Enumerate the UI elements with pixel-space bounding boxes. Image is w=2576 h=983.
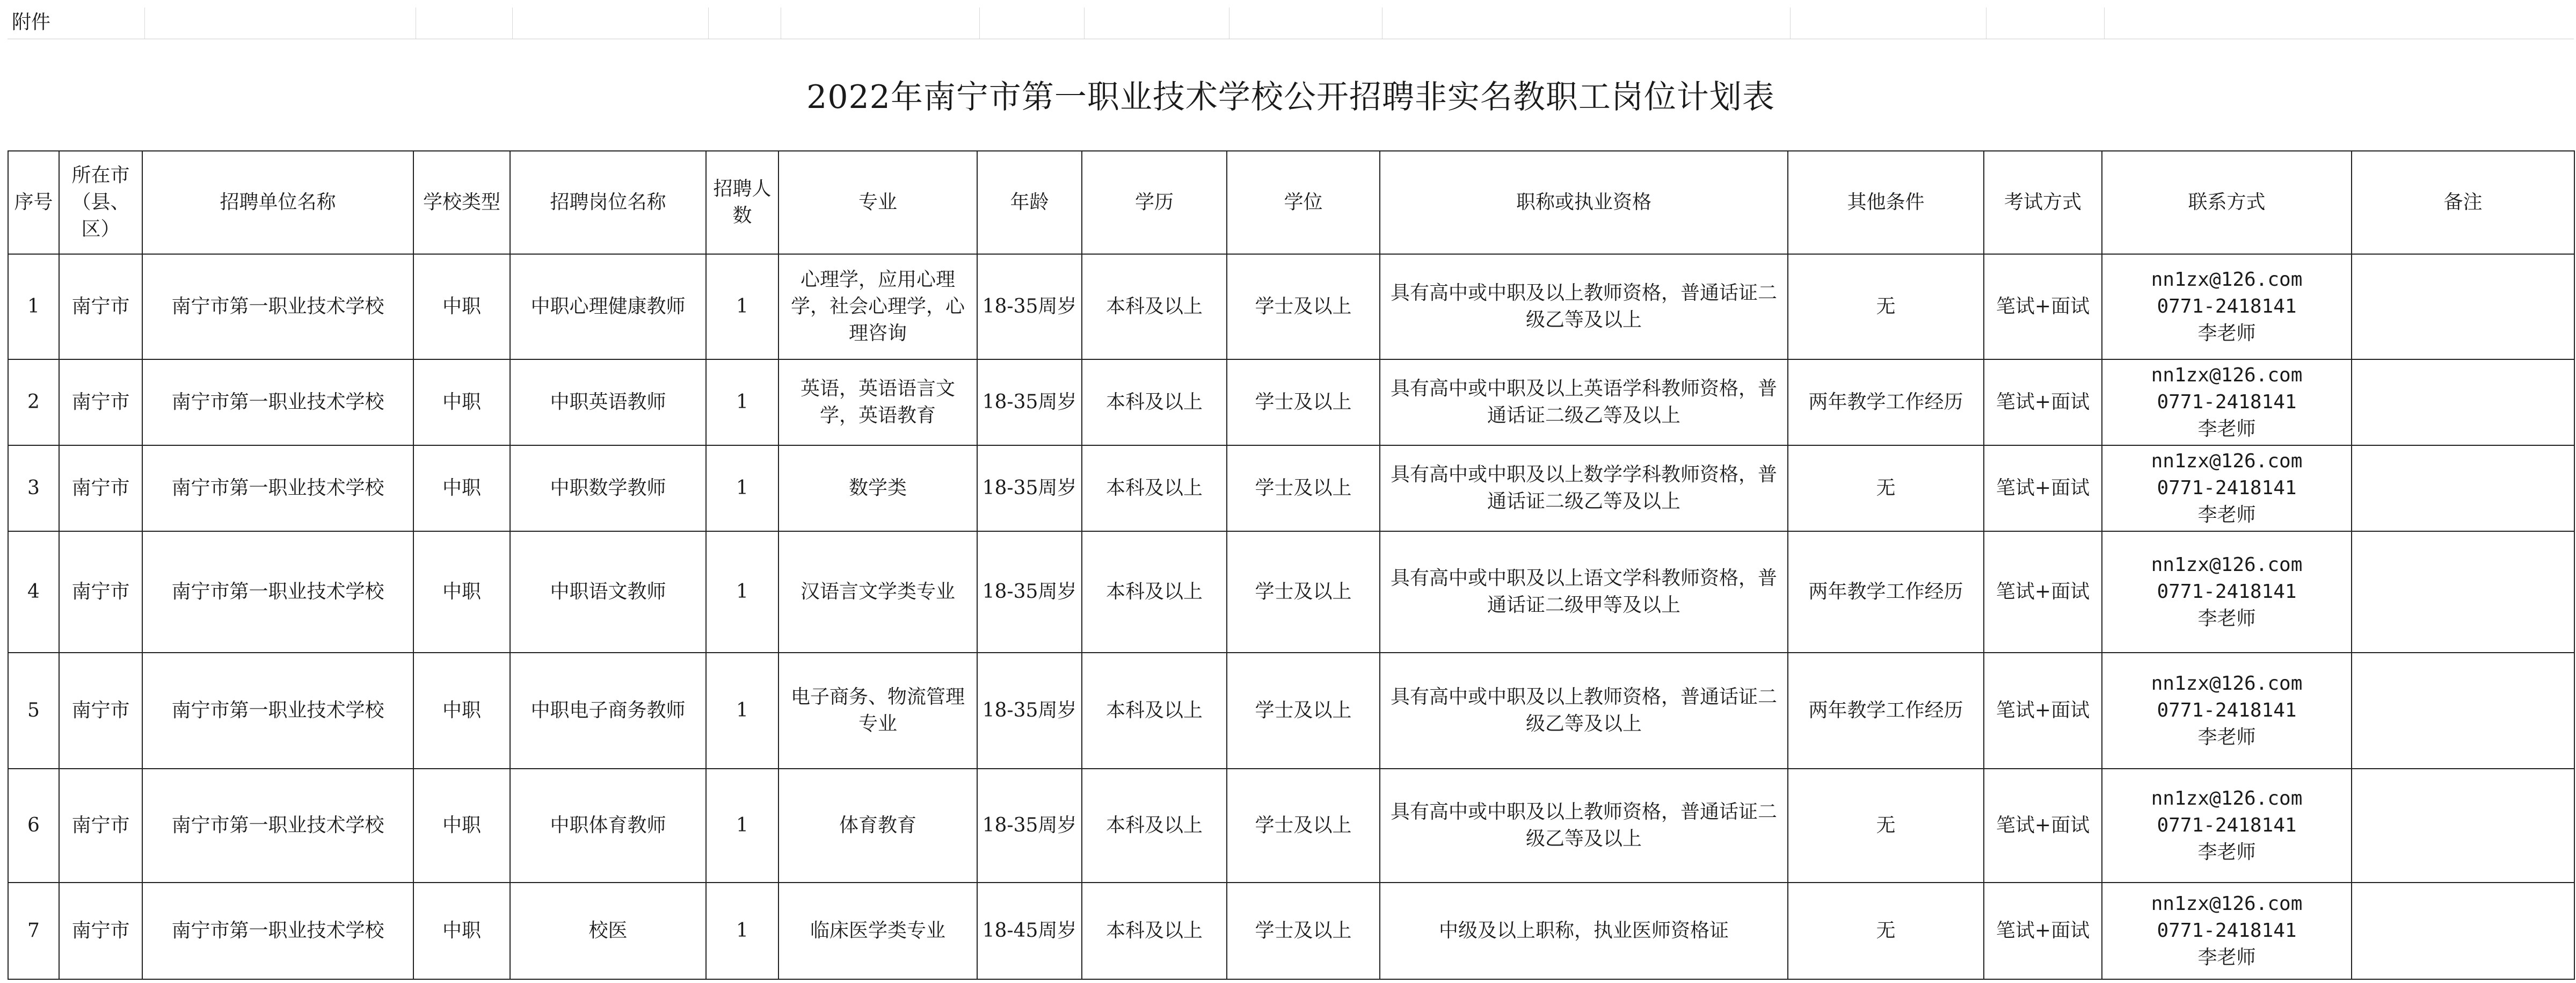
cell-degree: 学士及以上 [1227,883,1380,979]
cell-post: 中职心理健康教师 [510,254,706,359]
cell-other: 无 [1788,883,1984,979]
cell-degree: 学士及以上 [1227,445,1380,531]
contact-phone: 0771-2418141 [2157,581,2297,603]
table-row [8,254,2574,359]
contact-phone: 0771-2418141 [2157,699,2297,721]
spreadsheet-sheet [8,8,2574,974]
cell-school-type: 中职 [413,445,510,531]
column-header: 年龄 [977,151,1082,254]
attachment-row [8,8,2574,39]
cell-qualification: 具有高中或中职及以上语文学科教师资格，普通话证二级甲等及以上 [1380,531,1788,653]
contact-phone: 0771-2418141 [2157,391,2297,413]
cell-post: 中职语文教师 [510,531,706,653]
cell-contact [2102,254,2352,359]
contact-email: nn1zx@126.com [2151,673,2303,695]
cell-unit: 南宁市第一职业技术学校 [142,883,413,979]
cell-no: 3 [8,445,59,531]
cell-post: 中职电子商务教师 [510,653,706,769]
contact-email: nn1zx@126.com [2151,554,2303,576]
cell-unit: 南宁市第一职业技术学校 [142,254,413,359]
cell-city: 南宁市 [59,254,142,359]
cell-degree: 学士及以上 [1227,653,1380,769]
table-row [8,359,2574,445]
attachment-label: 附件 [12,11,51,33]
cell-other: 无 [1788,445,1984,531]
cell-post: 中职体育教师 [510,769,706,883]
column-header: 考试方式 [1984,151,2102,254]
grid-cell [1382,8,1791,39]
contact-email: nn1zx@126.com [2151,450,2303,472]
column-header: 序号 [8,151,59,254]
cell-remark [2352,531,2574,653]
cell-age: 18-35周岁 [977,769,1082,883]
column-header: 其他条件 [1788,151,1984,254]
cell-city: 南宁市 [59,359,142,445]
cell-contact [2102,769,2352,883]
grid-cell [512,8,709,39]
table-row [8,445,2574,531]
cell-no: 7 [8,883,59,979]
cell-exam: 笔试+面试 [1984,445,2102,531]
cell-remark [2352,445,2574,531]
cell-education: 本科及以上 [1082,769,1227,883]
cell-education: 本科及以上 [1082,653,1227,769]
cell-count: 1 [706,445,778,531]
cell-school-type: 中职 [413,883,510,979]
contact-person: 李老师 [2197,726,2256,748]
cell-school-type: 中职 [413,653,510,769]
cell-age: 18-35周岁 [977,531,1082,653]
cell-no: 2 [8,359,59,445]
column-header: 招聘单位名称 [142,151,413,254]
cell-remark [2352,883,2574,979]
column-header: 学位 [1227,151,1380,254]
table-row [8,769,2574,883]
cell-unit: 南宁市第一职业技术学校 [142,445,413,531]
contact-person: 李老师 [2197,841,2256,863]
cell-age: 18-35周岁 [977,653,1082,769]
cell-degree: 学士及以上 [1227,359,1380,445]
cell-major: 数学类 [778,445,977,531]
contact-email: nn1zx@126.com [2151,364,2303,386]
column-header: 招聘人数 [706,151,778,254]
cell-count: 1 [706,359,778,445]
cell-degree: 学士及以上 [1227,254,1380,359]
cell-post: 中职数学教师 [510,445,706,531]
cell-qualification: 具有高中或中职及以上教师资格，普通话证二级乙等及以上 [1380,254,1788,359]
cell-exam: 笔试+面试 [1984,359,2102,445]
cell-post: 中职英语教师 [510,359,706,445]
recruitment-table [8,150,2575,980]
cell-city: 南宁市 [59,531,142,653]
cell-major: 电子商务、物流管理专业 [778,653,977,769]
cell-school-type: 中职 [413,531,510,653]
cell-count: 1 [706,653,778,769]
cell-exam: 笔试+面试 [1984,883,2102,979]
cell-remark [2352,254,2574,359]
cell-other: 两年教学工作经历 [1788,359,1984,445]
cell-school-type: 中职 [413,254,510,359]
cell-qualification: 具有高中或中职及以上数学学科教师资格，普通话证二级乙等及以上 [1380,445,1788,531]
cell-contact [2102,653,2352,769]
contact-phone: 0771-2418141 [2157,295,2297,317]
cell-no: 6 [8,769,59,883]
grid-cell [979,8,1085,39]
cell-contact [2102,883,2352,979]
cell-city: 南宁市 [59,883,142,979]
cell-other: 无 [1788,254,1984,359]
cell-exam: 笔试+面试 [1984,769,2102,883]
cell-qualification: 中级及以上职称，执业医师资格证 [1380,883,1788,979]
cell-school-type: 中职 [413,769,510,883]
cell-age: 18-35周岁 [977,445,1082,531]
grid-cell [708,8,781,39]
contact-person: 李老师 [2197,946,2256,968]
cell-remark [2352,359,2574,445]
cell-major: 临床医学类专业 [778,883,977,979]
cell-city: 南宁市 [59,769,142,883]
grid-cell [1986,8,2105,39]
cell-no: 1 [8,254,59,359]
column-header: 专业 [778,151,977,254]
grid-cell [144,8,416,39]
contact-person: 李老师 [2197,504,2256,526]
grid-cell [1229,8,1382,39]
cell-education: 本科及以上 [1082,531,1227,653]
table-row [8,531,2574,653]
table-row [8,653,2574,769]
contact-person: 李老师 [2197,322,2256,344]
cell-major: 体育教育 [778,769,977,883]
cell-major: 汉语言文学类专业 [778,531,977,653]
grid-cell [416,8,513,39]
cell-major: 英语，英语语言文学，英语教育 [778,359,977,445]
contact-phone: 0771-2418141 [2157,814,2297,836]
cell-contact [2102,359,2352,445]
cell-unit: 南宁市第一职业技术学校 [142,653,413,769]
contact-phone: 0771-2418141 [2157,920,2297,942]
grid-cell [781,8,980,39]
cell-qualification: 具有高中或中职及以上英语学科教师资格，普通话证二级乙等及以上 [1380,359,1788,445]
cell-age: 18-35周岁 [977,359,1082,445]
cell-exam: 笔试+面试 [1984,254,2102,359]
page-title: 2022年南宁市第一职业技术学校公开招聘非实名教职工岗位计划表 [806,78,1775,116]
contact-person: 李老师 [2197,418,2256,440]
contact-email: nn1zx@126.com [2151,269,2303,291]
cell-major: 心理学，应用心理学，社会心理学，心理咨询 [778,254,977,359]
cell-qualification: 具有高中或中职及以上教师资格，普通话证二级乙等及以上 [1380,653,1788,769]
cell-degree: 学士及以上 [1227,531,1380,653]
cell-age: 18-45周岁 [977,883,1082,979]
column-header: 学历 [1082,151,1227,254]
contact-person: 李老师 [2197,608,2256,630]
grid-cell [1084,8,1229,39]
cell-other: 两年教学工作经历 [1788,531,1984,653]
cell-age: 18-35周岁 [977,254,1082,359]
grid-cell [1790,8,1986,39]
cell-qualification: 具有高中或中职及以上教师资格，普通话证二级乙等及以上 [1380,769,1788,883]
cell-contact [2102,531,2352,653]
cell-no: 4 [8,531,59,653]
cell-education: 本科及以上 [1082,445,1227,531]
cell-unit: 南宁市第一职业技术学校 [142,359,413,445]
cell-school-type: 中职 [413,359,510,445]
cell-unit: 南宁市第一职业技术学校 [142,531,413,653]
cell-count: 1 [706,769,778,883]
cell-no: 5 [8,653,59,769]
column-header: 招聘岗位名称 [510,151,706,254]
cell-exam: 笔试+面试 [1984,531,2102,653]
cell-count: 1 [706,531,778,653]
cell-city: 南宁市 [59,653,142,769]
cell-unit: 南宁市第一职业技术学校 [142,769,413,883]
column-header: 职称或执业资格 [1380,151,1788,254]
cell-remark [2352,769,2574,883]
cell-count: 1 [706,883,778,979]
cell-education: 本科及以上 [1082,359,1227,445]
column-header: 备注 [2352,151,2574,254]
column-header: 联系方式 [2102,151,2352,254]
cell-other: 无 [1788,769,1984,883]
cell-degree: 学士及以上 [1227,769,1380,883]
cell-city: 南宁市 [59,445,142,531]
cell-education: 本科及以上 [1082,883,1227,979]
cell-remark [2352,653,2574,769]
contact-email: nn1zx@126.com [2151,787,2303,809]
cell-contact [2102,445,2352,531]
table-row [8,883,2574,979]
cell-other: 两年教学工作经历 [1788,653,1984,769]
contact-phone: 0771-2418141 [2157,477,2297,499]
cell-exam: 笔试+面试 [1984,653,2102,769]
column-header: 所在市（县、区） [59,151,142,254]
column-header: 学校类型 [413,151,510,254]
cell-post: 校医 [510,883,706,979]
cell-count: 1 [706,254,778,359]
cell-education: 本科及以上 [1082,254,1227,359]
contact-email: nn1zx@126.com [2151,893,2303,915]
table-header-row [8,151,2574,254]
